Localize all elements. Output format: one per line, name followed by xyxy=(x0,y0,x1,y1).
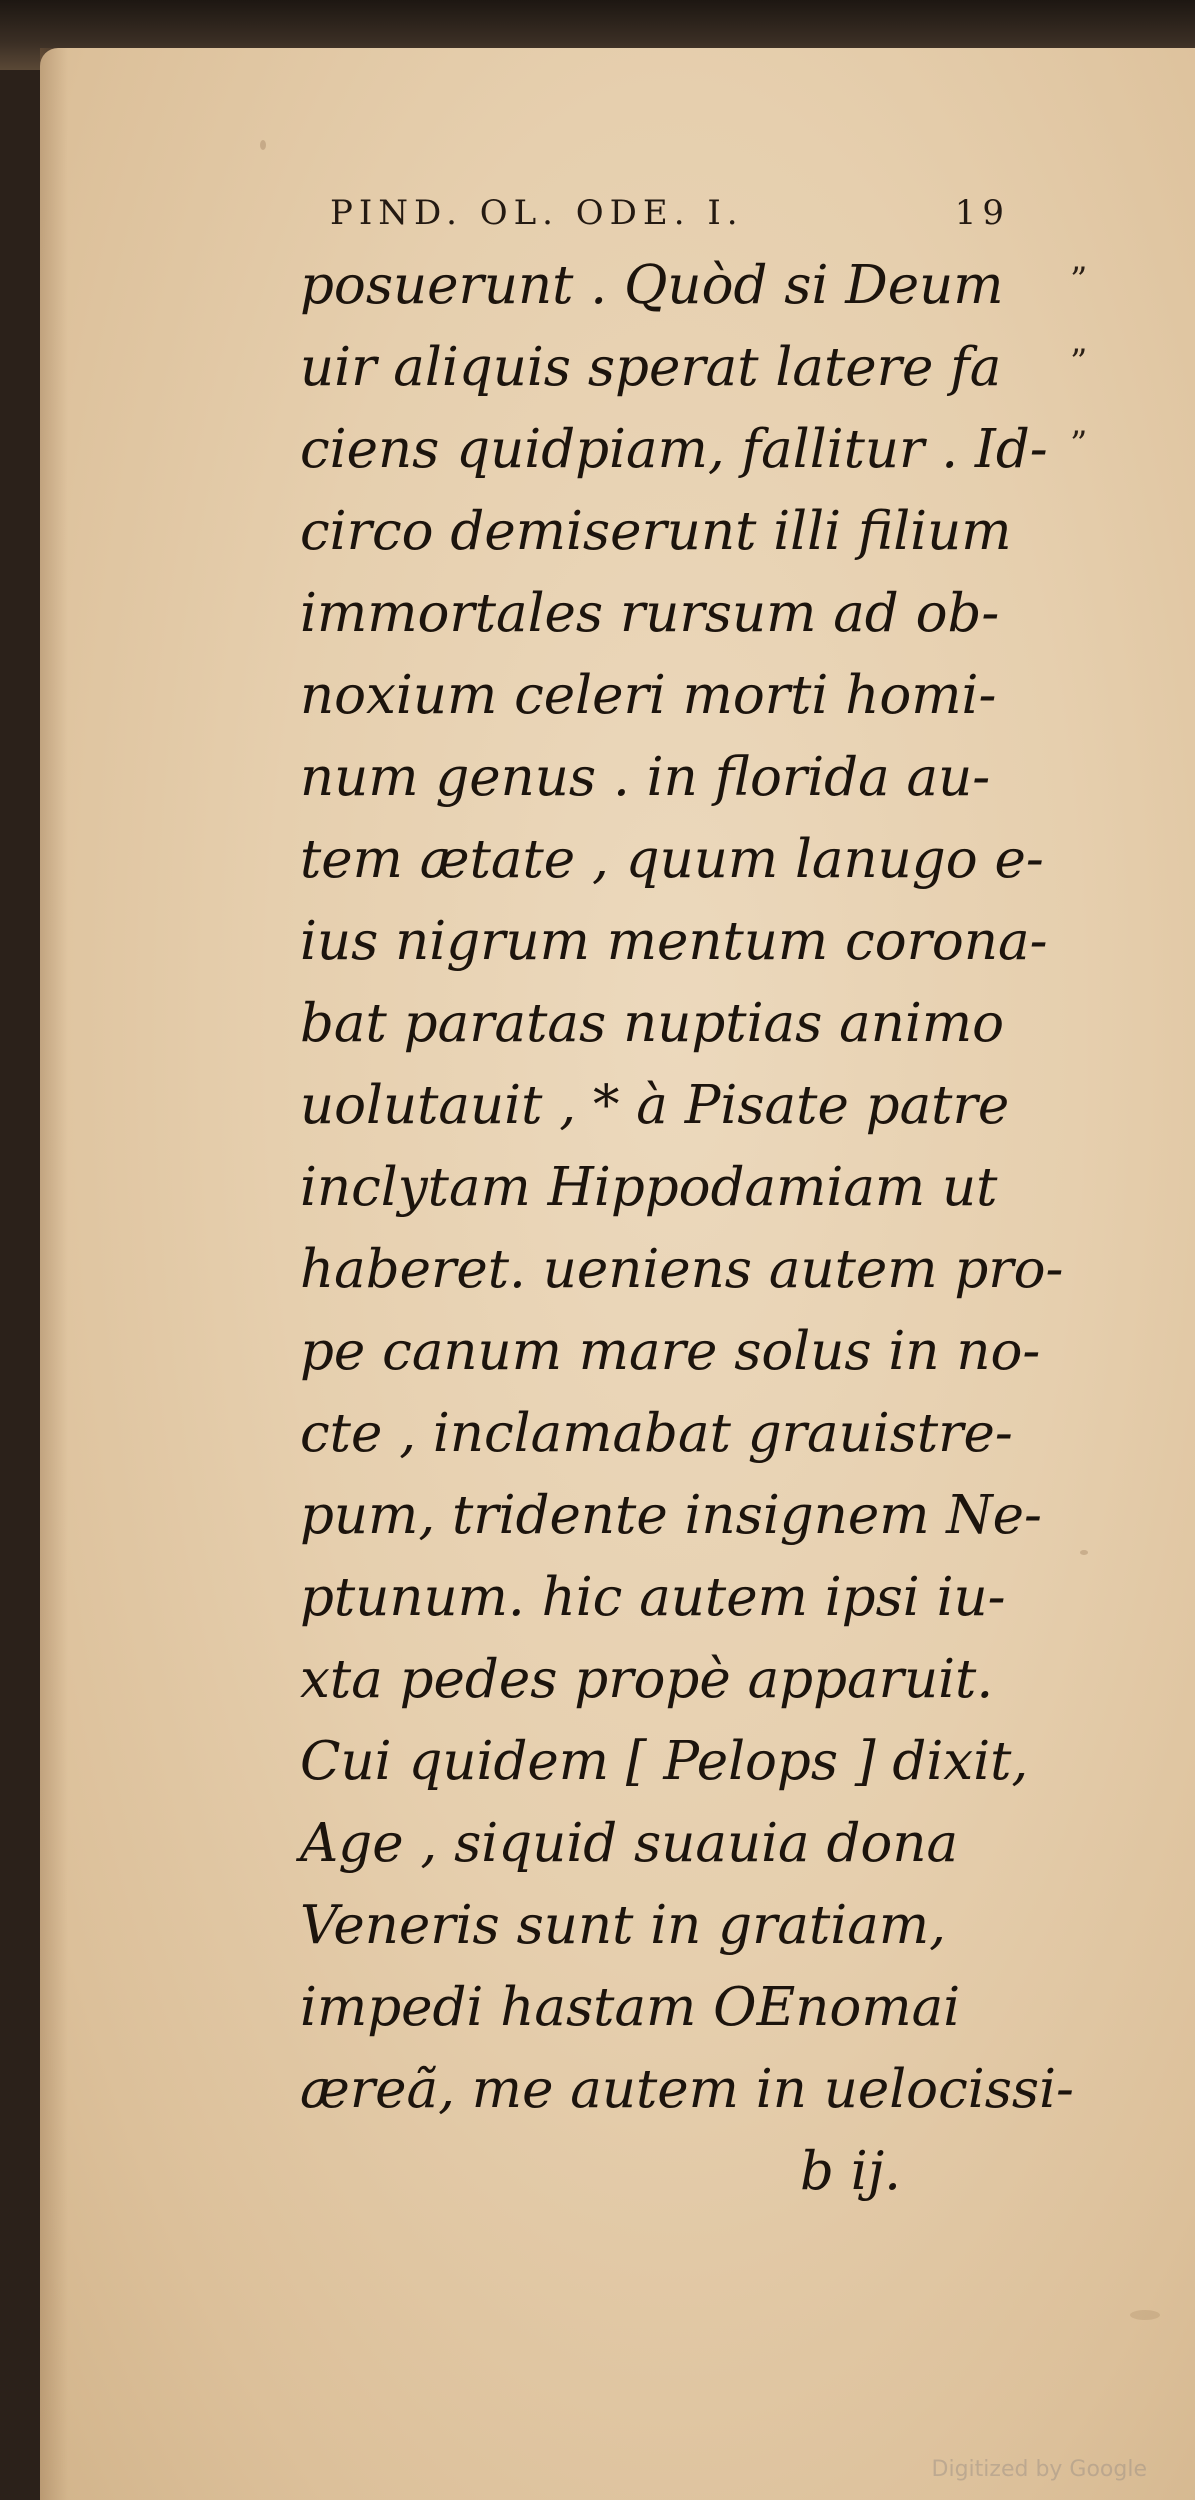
page-gutter-shadow xyxy=(40,48,68,2500)
text-line: ptunum. hic autem ipsi iu- xyxy=(300,1567,1006,1628)
text-line: bat paratas nuptias animo xyxy=(300,993,1005,1054)
text-line: impedi hastam OEnomai xyxy=(300,1977,961,2038)
body-text xyxy=(300,245,1100,2213)
text-line: Veneris sunt in gratiam, xyxy=(300,1895,946,1956)
text-line: Cui quidem [ Pelops ] dixit, xyxy=(300,1731,1029,1792)
text-line: circo demiserunt illi filium xyxy=(300,501,1012,562)
text-line: Age , siquid suauia dona xyxy=(300,1813,959,1874)
text-line: æreã, me autem in uelocissi- xyxy=(300,2059,1074,2120)
margin-quote-mark: ” xyxy=(1070,342,1088,382)
text-line: tem ætate , quum lanugo e- xyxy=(300,829,1044,890)
running-header xyxy=(330,188,1010,238)
text-line: uolutauit , * à Pisate patre xyxy=(300,1075,1010,1136)
text-line: uir aliquis sperat latere fa ” xyxy=(300,327,1100,409)
text-line: noxium celeri morti homi- xyxy=(300,665,997,726)
text-line: posuerunt . Quòd si Deum ” xyxy=(300,245,1100,327)
digitization-watermark: Digitized by Google xyxy=(931,2457,1147,2482)
text-line: num genus . in florida au- xyxy=(300,747,991,808)
running-title: PIND. OL. ODE. I. xyxy=(330,193,744,233)
text-line: xta pedes propè apparuit. xyxy=(300,1649,994,1710)
signature-mark: b ij. xyxy=(800,2141,902,2202)
text-line: cte , inclamabat grauistre- xyxy=(300,1403,1013,1464)
text-line: ciens quidpiam, fallitur . Id- ” xyxy=(300,409,1100,491)
margin-quote-mark: ” xyxy=(1070,424,1088,464)
text-line: pum, tridente insignem Ne- xyxy=(300,1485,1042,1546)
paper-speck xyxy=(1130,2310,1160,2320)
text-line: ius nigrum mentum corona- xyxy=(300,911,1048,972)
margin-quote-mark: ” xyxy=(1070,260,1088,300)
text-line: immortales rursum ad ob- xyxy=(300,583,1000,644)
text-line: inclytam Hippodamiam ut xyxy=(300,1157,998,1218)
page-number: 19 xyxy=(954,193,1010,233)
text-line: haberet. ueniens autem pro- xyxy=(300,1239,1064,1300)
text-line: pe canum mare solus in no- xyxy=(300,1321,1041,1382)
paper-speck xyxy=(260,140,266,150)
